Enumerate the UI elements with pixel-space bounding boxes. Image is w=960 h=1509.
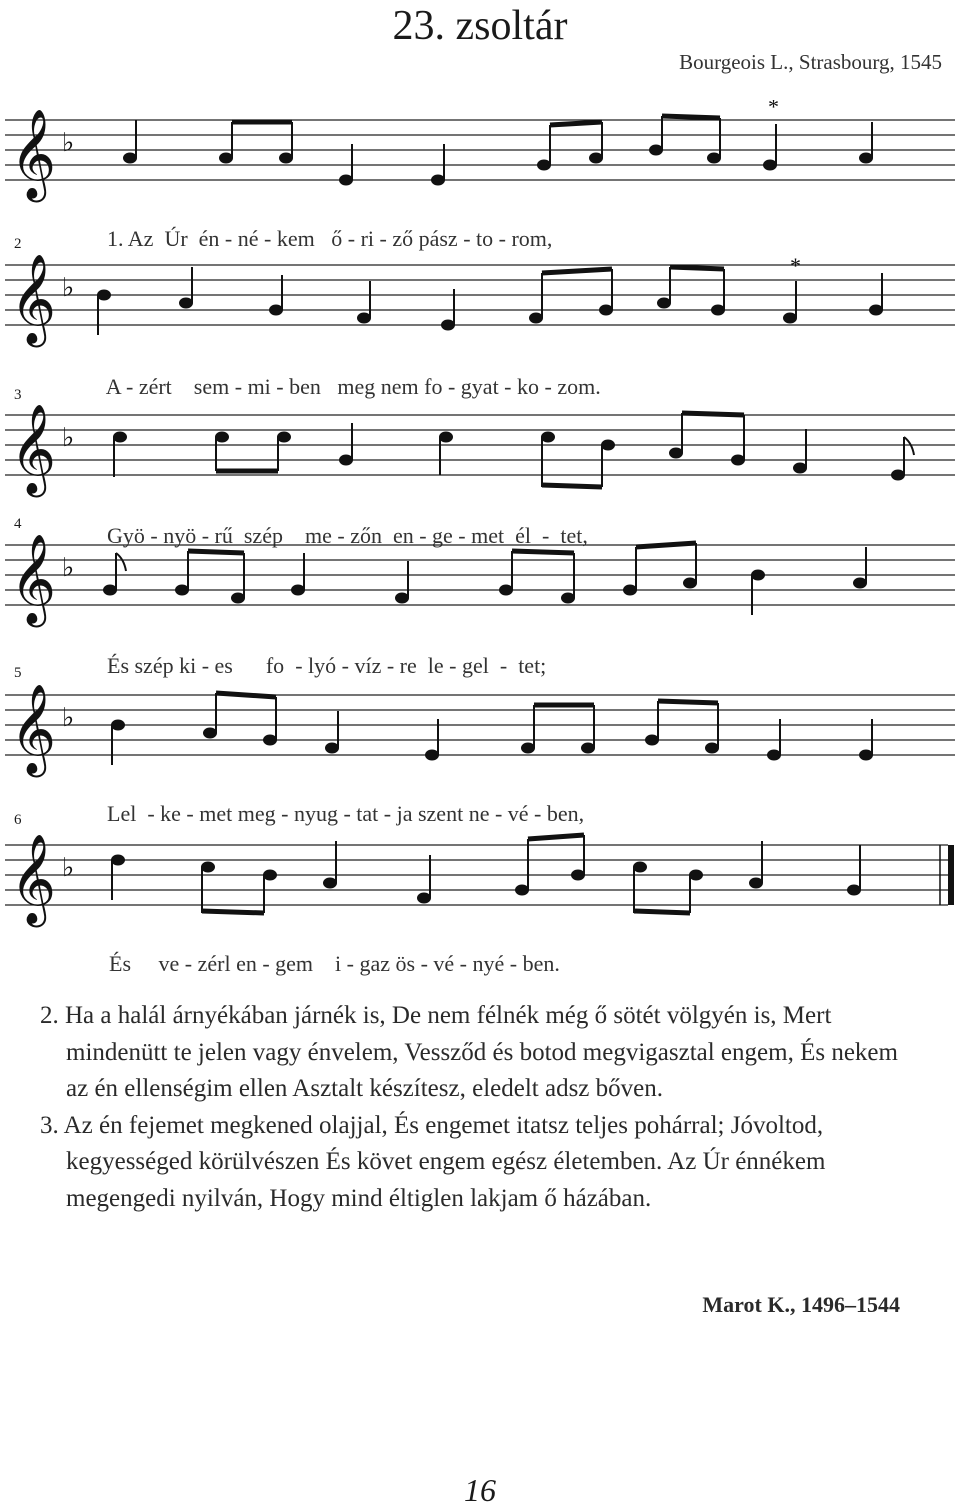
lyric-syllable: fo - gyat - ko	[424, 374, 540, 399]
svg-text:*: *	[790, 253, 801, 278]
lyric-syllable: szent ne - vé	[417, 801, 529, 826]
lyric-syllable: A	[105, 374, 121, 399]
music-staff-5	[0, 675, 960, 785]
music-staff-1	[0, 100, 960, 210]
lyric-syllable: gel	[461, 653, 489, 678]
lyric-syllable: tet,	[560, 523, 588, 548]
lyric-syllable: -	[264, 226, 272, 251]
lyric-line-4	[96, 627, 546, 679]
verse-text	[40, 998, 920, 1217]
lyric-syllable: -	[509, 951, 518, 976]
lyric-syllable: -	[234, 374, 243, 399]
lyric-syllable: tat - ja	[356, 801, 413, 826]
lyric-syllable: kem	[276, 226, 315, 251]
page-number: 16	[464, 1472, 496, 1508]
lyric-syllable: szép	[134, 653, 174, 678]
lyric-syllable: én - né	[198, 226, 259, 251]
lyric-syllable: -	[281, 801, 289, 826]
svg-text:♭: ♭	[62, 423, 75, 453]
lyric-syllable: - ri - ző	[347, 226, 414, 251]
lyric-syllable: 1. Az	[107, 226, 154, 251]
lyric-syllable: nyö - rű	[163, 523, 233, 548]
lyric-syllable: en - ge - met	[392, 523, 505, 548]
system-number: 4	[14, 516, 22, 532]
lyric-syllable: ki - es	[179, 653, 233, 678]
svg-text:♭: ♭	[62, 703, 75, 733]
lyric-syllable: en	[236, 951, 257, 976]
lyric-line-6	[98, 925, 560, 977]
composer-credit: Bourgeois L., Strasbourg, 1545	[679, 50, 942, 74]
lyric-syllable: zért	[138, 374, 172, 399]
svg-text:𝄞: 𝄞	[10, 834, 57, 924]
lyric-syllable: tet;	[518, 653, 547, 678]
music-staff-2	[0, 245, 960, 355]
lyric-syllable: pász - to	[418, 226, 494, 251]
lyric-syllable: Úr	[164, 226, 188, 251]
lyric-syllable: -	[125, 374, 134, 399]
lyric-syllable: ös	[395, 951, 416, 976]
lyric-syllable: -	[544, 374, 552, 399]
svg-text:𝄞: 𝄞	[10, 534, 57, 624]
lyric-syllable: nyug	[293, 801, 338, 826]
svg-text:♭: ♭	[62, 128, 75, 158]
lyric-syllable: ő	[331, 226, 343, 251]
svg-text:𝄞: 𝄞	[10, 684, 57, 774]
lyric-syllable: ve - zérl	[158, 951, 231, 976]
lyric-syllable: vé - nyé	[433, 951, 505, 976]
lyric-syllable: le	[427, 653, 444, 678]
lyric-syllable: él	[515, 523, 532, 548]
lyric-syllable: rom,	[511, 226, 553, 251]
lyric-syllable: -	[534, 801, 542, 826]
lyric-syllable: -	[542, 523, 550, 548]
lyric-syllable: zőn	[350, 523, 382, 548]
svg-text:♭: ♭	[62, 853, 75, 883]
lyric-syllable: ben	[289, 374, 321, 399]
lyric-syllable: lyó - víz - re	[308, 653, 417, 678]
lyric-syllable: meg nem	[337, 374, 419, 399]
verse-3: 3. Az én fejemet megkened olajjal, És engemet itatsz teljes pohárral; Jóvoltod, kegyességed körülvészen És követ engem egész életemben. Az Úr énnékem megengedi nyilván, Hogy mind éltiglen lakjam ő házában.	[40, 1111, 826, 1212]
music-staff-3	[0, 395, 960, 505]
system-number: 5	[14, 665, 22, 681]
lyric-syllable: i	[335, 951, 342, 976]
lyric-syllable: -	[343, 801, 351, 826]
lyric-syllable: Lel	[107, 801, 137, 826]
lyric-line-5	[96, 775, 584, 827]
lyric-syllable: ke - met meg	[160, 801, 276, 826]
lyric-syllable: me	[304, 523, 332, 548]
system-number: 3	[14, 387, 22, 403]
lyric-syllable: -	[295, 653, 303, 678]
lyric-syllable: szép	[243, 523, 283, 548]
system-number: 6	[14, 812, 22, 828]
lyric-syllable: mi	[247, 374, 271, 399]
lyric-syllable: -	[150, 523, 158, 548]
lyric-syllable: És	[107, 653, 129, 678]
lyric-syllable: -	[346, 951, 354, 976]
lyric-syllable: -	[420, 951, 428, 976]
svg-text:*: *	[768, 100, 779, 119]
lyric-syllable: sem	[193, 374, 230, 399]
svg-text:𝄞: 𝄞	[10, 109, 57, 199]
page-title: 23. zsoltár	[392, 3, 568, 49]
lyric-syllable: gaz	[359, 951, 391, 976]
verse-2: 2. Ha a halál árnyékában járnék is, De nem félnék még ő sötét völgyén is, Mert mindenütt te jelen vagy énvelem, Vessződ és botod megvigasztal engem, És nekem az én ellenségim ellen Asztalt készítesz, eledelt adsz bőven.	[40, 1002, 898, 1102]
svg-text:𝄞: 𝄞	[10, 254, 57, 344]
svg-text:𝄞: 𝄞	[10, 404, 57, 494]
svg-text:♭: ♭	[62, 553, 75, 583]
music-staff-6	[0, 825, 960, 935]
lyric-syllable: -	[449, 653, 457, 678]
lyric-syllable: -	[147, 801, 155, 826]
lyric-syllable: ben.	[522, 951, 560, 976]
svg-text:♭: ♭	[62, 273, 75, 303]
system-number: 2	[14, 236, 22, 252]
lyric-syllable: És	[109, 951, 131, 976]
lyric-syllable: zom.	[557, 374, 601, 399]
lyric-syllable: -	[276, 374, 284, 399]
music-staff-4	[0, 525, 960, 635]
lyric-line-2	[96, 348, 601, 400]
lyric-syllable: -	[262, 951, 270, 976]
lyric-syllable: Gyö	[107, 523, 145, 548]
lyric-syllable: -	[498, 226, 506, 251]
lyricist-credit: Marot K., 1496–1544	[702, 1292, 900, 1317]
lyric-syllable: ben,	[546, 801, 585, 826]
lyric-syllable: gem	[275, 951, 314, 976]
lyric-syllable: -	[337, 523, 345, 548]
lyric-syllable: fo	[265, 653, 285, 678]
lyric-syllable: -	[499, 653, 508, 678]
